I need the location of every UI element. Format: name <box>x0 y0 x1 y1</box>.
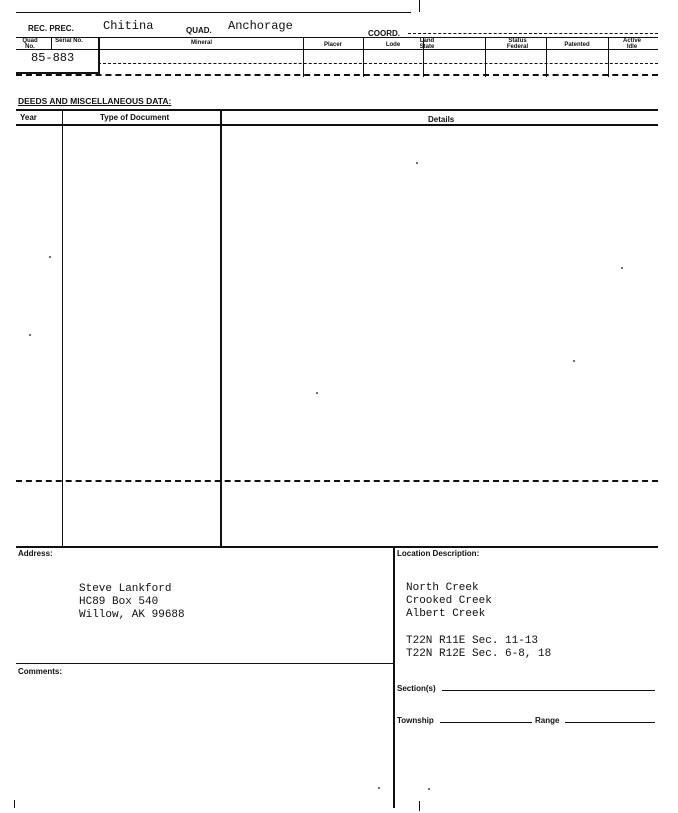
col-year-label: Year <box>20 113 37 122</box>
serial-no-label: Serial No. <box>55 38 83 44</box>
sections-label: Section(s) <box>397 684 436 693</box>
comments-top-rule <box>16 663 393 664</box>
rec-prec-value: Chitina <box>103 19 154 33</box>
address-line-3: Willow, AK 99688 <box>79 609 185 621</box>
grid-vline-lode <box>363 37 364 77</box>
speck <box>49 256 51 258</box>
grid-vline-placer <box>303 37 304 77</box>
township-blank[interactable] <box>440 722 532 723</box>
lode-label: Lode <box>385 42 401 48</box>
grid-vline-status <box>485 37 486 77</box>
location-label: Location Description: <box>397 549 480 558</box>
coord-dashed-line <box>408 33 658 34</box>
comments-label: Comments: <box>18 667 63 676</box>
deeds-top-rule <box>16 109 658 111</box>
sections-blank[interactable] <box>442 690 655 691</box>
deeds-dashed-separator <box>16 480 658 482</box>
land-state-label: Land State <box>419 38 435 50</box>
address-line-2: HC89 Box 540 <box>79 596 159 608</box>
speck <box>573 360 575 362</box>
quad-no-label: Quad No. <box>22 38 38 50</box>
speck <box>378 787 380 789</box>
grid-vline-patented <box>546 37 547 77</box>
bottom-left-mark <box>14 800 15 808</box>
deeds-bottom-rule <box>16 546 658 548</box>
creek-line-3: Albert Creek <box>406 608 486 620</box>
quad-value: Anchorage <box>228 19 293 33</box>
placer-label: Placer <box>323 42 342 48</box>
range-label: Range <box>535 716 560 725</box>
mineral-label: Mineral <box>190 40 212 46</box>
address-label: Address: <box>18 549 53 558</box>
patented-label: Patented <box>564 42 590 48</box>
quad-serial-value: 85-883 <box>31 51 75 65</box>
address-location-divider <box>393 546 395 808</box>
status-federal-label: Status Federal <box>506 38 529 50</box>
coord-label: COORD. <box>368 29 400 38</box>
grid-vline-land <box>423 37 424 77</box>
top-center-mark <box>419 0 420 12</box>
col-details-label: Details <box>428 115 455 124</box>
top-rule <box>16 12 411 13</box>
active-idle-label: Active Idle <box>622 38 641 50</box>
deeds-header-bottom-rule <box>16 124 658 126</box>
grid-bottom-dashed <box>16 74 658 76</box>
grid-vline-active <box>608 37 609 77</box>
speck <box>428 788 430 790</box>
speck <box>416 162 418 164</box>
creek-line-2: Crooked Creek <box>406 595 492 607</box>
quad-label: QUAD. <box>186 26 212 35</box>
col-type-label: Type of Document <box>100 113 170 122</box>
address-line-1: Steve Lankford <box>79 583 172 595</box>
grid-top-rule <box>16 37 658 38</box>
grid-vline-quad <box>51 37 52 49</box>
speck <box>621 267 623 269</box>
grid-vline-mineral <box>98 37 100 73</box>
township-line-2: T22N R12E Sec. 6-8, 18 <box>406 648 552 660</box>
grid-mid-rule-right <box>98 63 658 64</box>
speck <box>29 334 31 336</box>
township-label: Township <box>397 716 434 725</box>
grid-header-bottom-rule <box>16 49 658 50</box>
creek-line-1: North Creek <box>406 582 479 594</box>
deeds-title: DEEDS AND MISCELLANEOUS DATA: <box>18 96 172 106</box>
bottom-center-mark <box>419 801 420 811</box>
speck <box>316 392 318 394</box>
township-line-1: T22N R11E Sec. 11-13 <box>406 635 539 647</box>
range-blank[interactable] <box>565 722 655 723</box>
rec-prec-label: REC. PREC. <box>28 24 74 33</box>
